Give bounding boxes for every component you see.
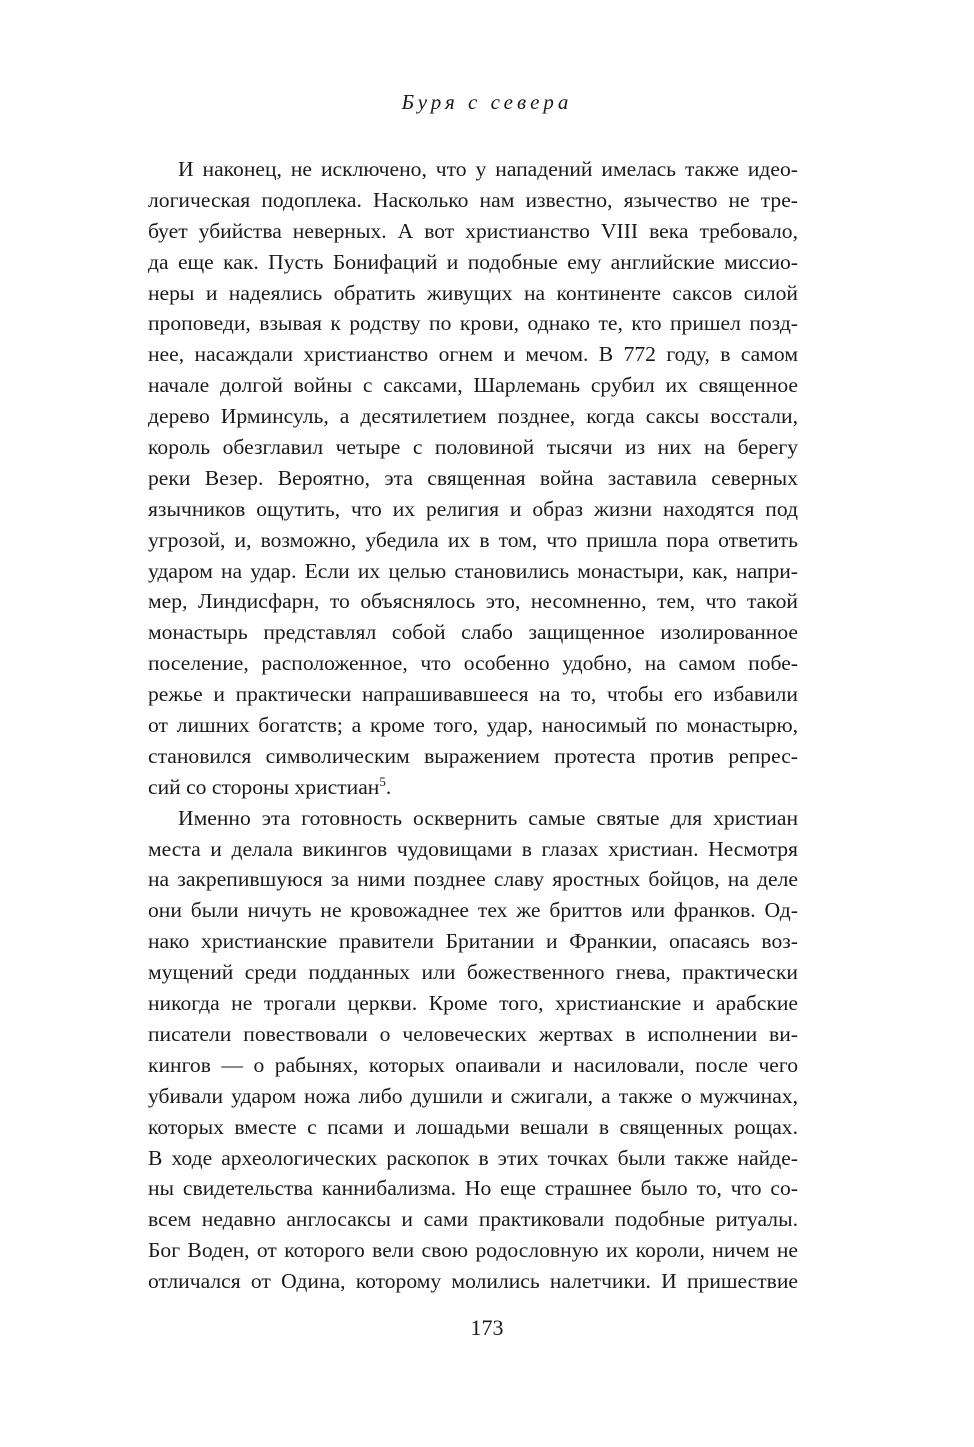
- text-line: ны свидетельства каннибализма. Но еще страшнее было то, что со-: [148, 1176, 798, 1201]
- text-line: они были ничуть не кровожаднее тех же бриттов или франков. Од-: [148, 898, 798, 923]
- text-line: от лишних богатств; а кроме того, удар, наносимый по монастырю,: [148, 713, 798, 738]
- text-line: писатели повествовали о человеческих жертвах в исполнении ви-: [148, 1021, 798, 1046]
- text-line: язычников ощутить, что их религия и образ жизни находятся под: [148, 496, 798, 521]
- text-line: нее, насаждали христианство огнем и мечом. В 772 году, в самом: [148, 342, 798, 367]
- text-line: поселение, расположенное, что особенно удобно, на самом побе-: [148, 651, 798, 676]
- text-line: король обезглавил четыре с половиной тысячи из них на берегу: [148, 435, 798, 460]
- text-line: режье и практически напрашивавшееся на то, чтобы его избавили: [148, 682, 798, 707]
- text-line: нако христианские правители Британии и Франкии, опасаясь воз-: [148, 929, 798, 954]
- text-line: на закрепившуюся за ними позднее славу яростных бойцов, на деле: [148, 867, 798, 892]
- text-line: бует убийства неверных. А вот христианство VIII века требовало,: [148, 218, 798, 243]
- text-line: мер, Линдисфарн, то объяснялось это, несомненно, тем, что такой: [148, 589, 798, 614]
- sentence-end: .: [385, 774, 392, 799]
- text-line: всем недавно англосаксы и сами практиковали подобные ритуалы.: [148, 1207, 798, 1232]
- paragraph-2: [148, 803, 798, 1297]
- text-line: убивали ударом ножа либо душили и сжигали, а также о мужчинах,: [148, 1083, 798, 1108]
- text-line: кингов — о рабынях, которых опаивали и насиловали, после чего: [148, 1052, 798, 1077]
- text-line: Бог Воден, от которого вели свою родословную их короли, ничем не: [148, 1238, 798, 1263]
- text-line: дерево Ирминсуль, а десятилетием позднее, когда саксы восстали,: [148, 404, 798, 429]
- text-line: да еще как. Пусть Бонифаций и подобные ему английские миссио-: [148, 249, 798, 274]
- text-line: Именно эта готовность осквернить самые святые для христиан: [178, 805, 798, 830]
- text-line-content: сий со стороны христиан: [148, 774, 380, 799]
- text-line: мущений среди подданных или божественного гнева, практически: [148, 960, 798, 985]
- text-line: В ходе археологических раскопок в этих точках были также найде-: [148, 1145, 798, 1170]
- running-head: Буря с севера: [401, 90, 573, 114]
- text-line: начале долгой войны с саксами, Шарлемань срубил их священное: [148, 373, 798, 398]
- footnote-reference[interactable]: 5: [379, 773, 386, 789]
- text-line: монастырь представлял собой слабо защищенное изолированное: [148, 620, 798, 645]
- text-line: которых вместе с псами и лошадьми вешали в священных рощах.: [148, 1114, 798, 1139]
- text-line: ударом на удар. Если их целью становились монастыри, как, напри-: [148, 558, 798, 583]
- text-line: становился символическим выражением протеста против репрес-: [148, 743, 798, 768]
- text-line: никогда не трогали церкви. Кроме того, христианские и арабские: [148, 991, 798, 1016]
- text-line-last: [148, 772, 798, 803]
- text-line: места и делала викингов чудовищами в глазах христиан. Несмотря: [148, 836, 798, 861]
- text-body: [148, 154, 798, 1297]
- text-line: проповеди, взывая к родству по крови, однако те, кто пришел позд-: [148, 311, 798, 336]
- text-line: логическая подоплека. Насколько нам известно, язычество не тре-: [148, 187, 798, 212]
- page-number: 173: [470, 1315, 504, 1340]
- text-line: И наконец, не исключено, что у нападений имелась также идео-: [178, 157, 798, 181]
- text-line: отличался от Одина, которому молились налетчики. И пришествие: [148, 1269, 798, 1294]
- text-line: реки Везер. Вероятно, эта священная война заставила северных: [148, 465, 798, 490]
- text-line: угрозой, и, возможно, убедила их в том, что пришла пора ответить: [148, 527, 798, 552]
- text-line: неры и надеялись обратить живущих на континенте саксов силой: [148, 280, 798, 305]
- paragraph-1: [148, 154, 798, 803]
